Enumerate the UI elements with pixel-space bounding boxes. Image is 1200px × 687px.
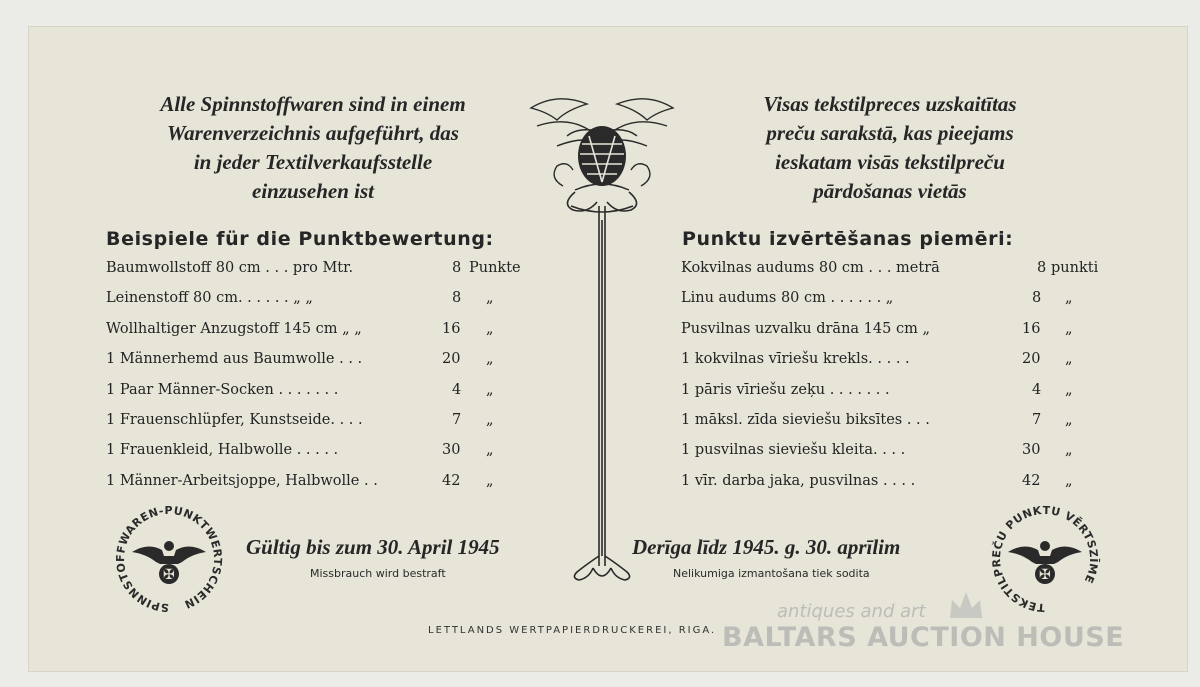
item-label: 1 pāris vīriešu zeķu . . . . . . . [681, 381, 890, 398]
item-points: 8 [1032, 290, 1042, 307]
item-label: Baumwollstoff 80 cm . . . pro Mtr. [106, 260, 354, 276]
german-points-list [106, 260, 536, 503]
list-item [106, 351, 536, 381]
list-item [681, 382, 1111, 412]
list-item [106, 382, 536, 412]
item-unit: „ [486, 442, 494, 459]
item-points: 42 [1022, 472, 1041, 489]
item-unit: „ [1065, 290, 1073, 307]
item-unit: „ [1065, 351, 1073, 368]
latvian-eagle-stamp-icon [980, 494, 1110, 624]
latvian-heading-line: Visas tekstilpreces uzskaitītas [763, 92, 1017, 116]
latvian-heading-line: ieskatam visās tekstilpreču [775, 150, 1005, 174]
item-label: Linu audums 80 cm . . . . . . „ [681, 290, 894, 307]
latvian-stamp-text: TEKSTILPREČU PUNKTU VĒRTSZĪME [989, 503, 1101, 615]
latvian-heading-line: preču sarakstā, kas pieejams [766, 121, 1014, 145]
item-label: 1 pusvilnas sieviešu kleita. . . . [681, 442, 906, 459]
list-item [681, 260, 1111, 290]
item-label: 1 māksl. zīda sieviešu biksītes . . . [681, 411, 930, 428]
item-points: 8 [452, 290, 462, 307]
german-eagle-stamp-icon [104, 494, 234, 624]
list-item [681, 290, 1111, 320]
german-validity: Gültig bis zum 30. April 1945 [246, 535, 500, 559]
svg-text:✠: ✠ [163, 567, 175, 583]
latvian-heading [680, 90, 1100, 206]
list-item [681, 442, 1111, 472]
item-points: 4 [1032, 381, 1042, 398]
list-item [106, 321, 536, 351]
watermark-tagline: antiques and art [777, 601, 926, 622]
item-label: Pusvilnas uzvalku drāna 145 cm „ [681, 320, 930, 337]
list-item [106, 412, 536, 442]
item-label: Wollhaltiger Anzugstoff 145 cm „ „ [106, 320, 362, 337]
item-unit: „ [486, 381, 494, 398]
item-points: 8 [452, 260, 462, 276]
german-heading-line: in jeder Textilverkaufsstelle [193, 150, 433, 174]
item-unit: „ [486, 290, 494, 307]
item-label: Leinenstoff 80 cm. . . . . . „ „ [106, 290, 313, 307]
latvian-subheading: Punktu izvērtēšanas piemēri: [682, 228, 1014, 250]
list-item [681, 412, 1111, 442]
item-label: Kokvilnas audums 80 cm . . . metrā [681, 260, 940, 276]
item-unit: „ [1065, 320, 1073, 337]
list-item [106, 290, 536, 320]
central-ornament-icon [527, 86, 677, 586]
item-points: 20 [1022, 351, 1041, 368]
german-subheading: Beispiele für die Punktbewertung: [106, 228, 494, 250]
item-unit: „ [1065, 411, 1073, 428]
item-points: 42 [442, 472, 461, 489]
item-unit: „ [1065, 472, 1073, 489]
list-item [681, 351, 1111, 381]
item-unit: „ [1065, 442, 1073, 459]
item-unit: punkti [1051, 260, 1099, 276]
item-label: 1 Frauenschlüpfer, Kunstseide. . . . [106, 411, 363, 428]
latvian-heading-line: pārdošanas vietās [813, 179, 967, 203]
item-label: 1 Männerhemd aus Baumwolle . . . [106, 351, 363, 368]
german-stamp-text: SPINNSTOFFWAREN-PUNKTWERTSCHEIN [113, 503, 225, 615]
item-label: 1 vīr. darba jaka, pusvilnas . . . . [681, 472, 916, 489]
item-points: 7 [452, 411, 462, 428]
item-unit: Punkte [469, 260, 521, 276]
watermark-brand: BALTARS AUCTION HOUSE [722, 622, 1125, 653]
list-item [106, 442, 536, 472]
item-points: 30 [442, 442, 461, 459]
german-heading-line: einzusehen ist [252, 179, 374, 203]
item-unit: „ [1065, 381, 1073, 398]
list-item [106, 260, 536, 290]
german-heading-line: Warenverzeichnis aufgeführt, das [167, 121, 459, 145]
item-unit: „ [486, 320, 494, 337]
item-points: 8 [1037, 260, 1047, 276]
item-label: 1 Frauenkleid, Halbwolle . . . . . [106, 442, 339, 459]
item-points: 20 [442, 351, 461, 368]
item-label: 1 kokvilnas vīriešu krekls. . . . . [681, 351, 910, 368]
german-heading-line: Alle Spinnstoffwaren sind in einem [160, 92, 466, 116]
list-item [681, 321, 1111, 351]
item-points: 16 [442, 320, 461, 337]
item-unit: „ [486, 351, 494, 368]
latvian-points-list [681, 260, 1111, 503]
item-unit: „ [486, 411, 494, 428]
item-points: 4 [452, 381, 462, 398]
german-heading [98, 90, 528, 206]
german-misuse-note: Missbrauch wird bestraft [310, 567, 446, 580]
item-label: 1 Männer-Arbeitsjoppe, Halbwolle . . [106, 472, 378, 489]
printer-imprint: LETTLANDS WERTPAPIERDRUCKEREI, RIGA. [428, 625, 717, 636]
latvian-validity: Derīga līdz 1945. g. 30. aprīlim [632, 535, 901, 559]
item-unit: „ [486, 472, 494, 489]
watermark-crown-icon [946, 588, 986, 622]
svg-text:✠: ✠ [1039, 567, 1051, 583]
item-points: 30 [1022, 442, 1041, 459]
item-points: 16 [1022, 320, 1041, 337]
latvian-misuse-note: Nelikumiga izmantošana tiek sodita [673, 567, 870, 580]
item-points: 7 [1032, 411, 1042, 428]
item-label: 1 Paar Männer-Socken . . . . . . . [106, 381, 339, 398]
